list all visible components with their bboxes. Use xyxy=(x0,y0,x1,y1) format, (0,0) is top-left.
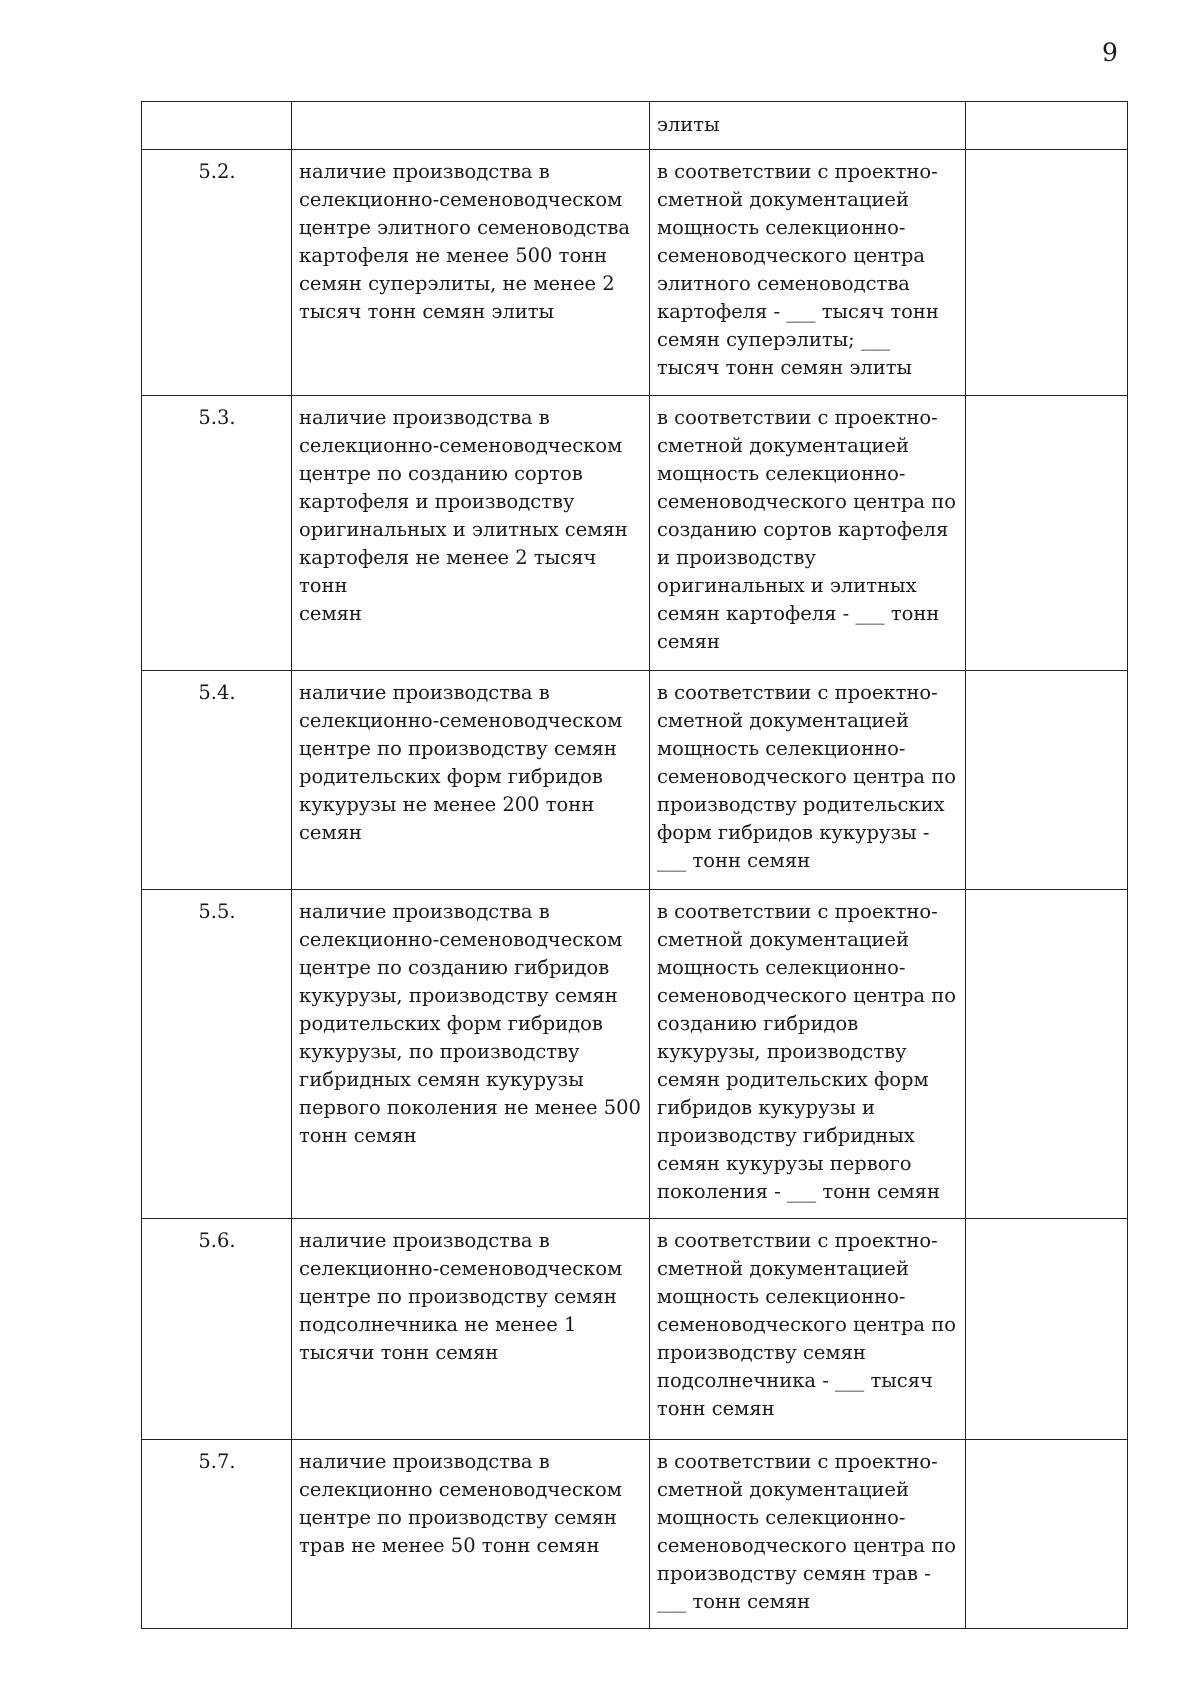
value-cell: в соответствии с проектно- сметной документацией мощность селекционно- семеноводческого центра по производству семян трав - ___ тонн семян xyxy=(650,1440,966,1629)
table-row xyxy=(142,671,1128,890)
result-cell xyxy=(966,1440,1128,1629)
item-number-cell: 5.7. xyxy=(142,1440,292,1629)
value-cell: в соответствии с проектно- сметной документацией мощность селекционно- семеноводческого центра элитного семеноводства картофеля - ___ тысяч тонн семян суперэлиты; ___ тысяч тонн семян элиты xyxy=(650,150,966,396)
requirements-table xyxy=(141,101,1128,1629)
requirement-cell: наличие производства в селекционно-семеноводческом центре элитного семеноводства картофеля не менее 500 тонн семян суперэлиты, не менее 2 тысяч тонн семян элиты xyxy=(292,150,650,396)
result-cell xyxy=(966,396,1128,671)
table-row xyxy=(142,150,1128,396)
item-number-cell: 5.5. xyxy=(142,890,292,1219)
requirement-cell: наличие производства в селекционно-семеноводческом центре по созданию гибридов кукурузы, производству семян родительских форм гибридов кукурузы, по производству гибридных семян кукурузы первого поколения не менее 500 тонн семян xyxy=(292,890,650,1219)
value-cell: в соответствии с проектно- сметной документацией мощность селекционно- семеноводческого центра по созданию гибридов кукурузы, производству семян родительских форм гибридов кукурузы и производству гибридных семян кукурузы первого поколения - ___ тонн семян xyxy=(650,890,966,1219)
value-cell: в соответствии с проектно- сметной документацией мощность селекционно- семеноводческого центра по производству родительских форм гибридов кукурузы - ___ тонн семян xyxy=(650,671,966,890)
item-number-cell: 5.2. xyxy=(142,150,292,396)
item-number-cell: 5.4. xyxy=(142,671,292,890)
value-cell: в соответствии с проектно- сметной документацией мощность селекционно- семеноводческого центра по производству семян подсолнечника - ___ тысяч тонн семян xyxy=(650,1219,966,1440)
table-row xyxy=(142,1440,1128,1629)
value-cell: элиты xyxy=(650,102,966,150)
page-number: 9 xyxy=(1102,38,1118,67)
requirement-cell: наличие производства в селекционно семеноводческом центре по производству семян трав не менее 50 тонн семян xyxy=(292,1440,650,1629)
result-cell xyxy=(966,1219,1128,1440)
result-cell xyxy=(966,890,1128,1219)
result-cell xyxy=(966,102,1128,150)
table-row xyxy=(142,1219,1128,1440)
requirement-cell: наличие производства в селекционно-семеноводческом центре по созданию сортов картофеля и производству оригинальных и элитных семян картофеля не менее 2 тысяч тонн семян xyxy=(292,396,650,671)
item-number-cell: 5.6. xyxy=(142,1219,292,1440)
value-cell: в соответствии с проектно- сметной документацией мощность селекционно- семеноводческого центра по созданию сортов картофеля и производству оригинальных и элитных семян картофеля - ___ тонн семян xyxy=(650,396,966,671)
item-number-cell xyxy=(142,102,292,150)
table-row xyxy=(142,890,1128,1219)
requirement-cell: наличие производства в селекционно-семеноводческом центре по производству семян подсолнечника не менее 1 тысячи тонн семян xyxy=(292,1219,650,1440)
requirement-cell xyxy=(292,102,650,150)
item-number-cell: 5.3. xyxy=(142,396,292,671)
table-row-continuation xyxy=(142,102,1128,150)
requirement-cell: наличие производства в селекционно-семеноводческом центре по производству семян родительских форм гибридов кукурузы не менее 200 тонн семян xyxy=(292,671,650,890)
result-cell xyxy=(966,671,1128,890)
table-row xyxy=(142,396,1128,671)
result-cell xyxy=(966,150,1128,396)
